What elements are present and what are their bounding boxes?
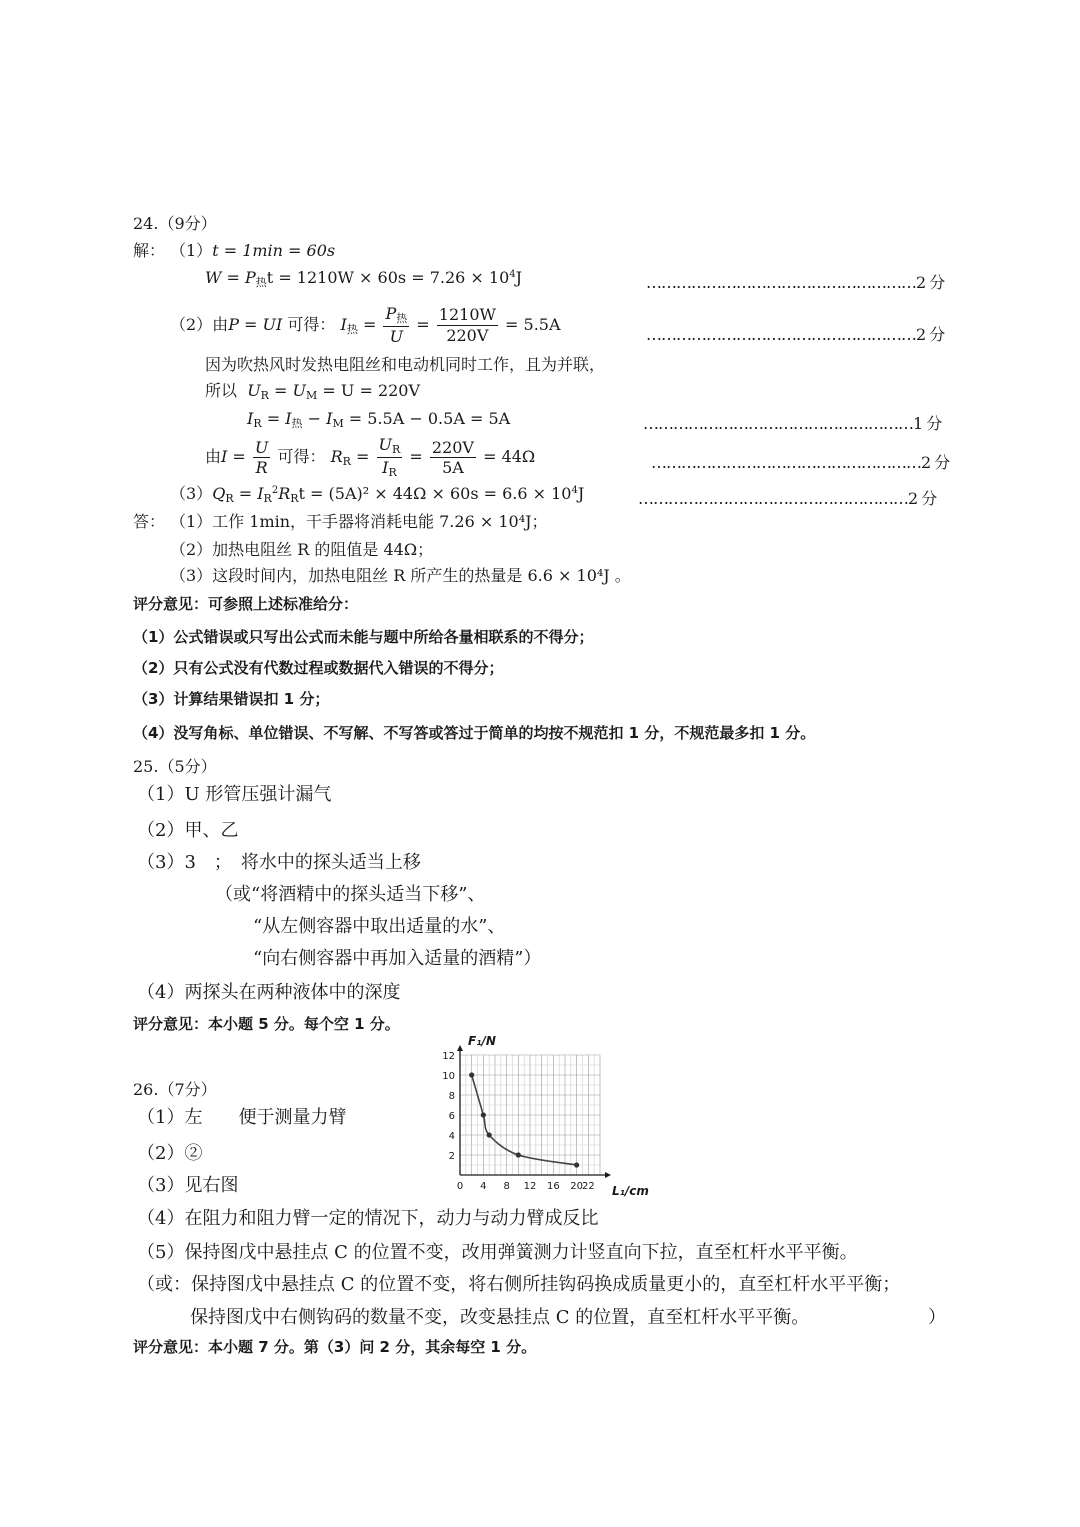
q25-answer-3: （3）3 ； 将水中的探头适当上移 <box>137 852 421 873</box>
x-tick-label: 0 <box>456 1181 464 1192</box>
x-tick-label: 22 <box>581 1181 595 1192</box>
y-tick-label: 4 <box>448 1131 455 1142</box>
x-tick-label: 8 <box>503 1181 510 1192</box>
x-tick-label: 20 <box>570 1181 584 1192</box>
q26-header: 26.（7分） <box>133 1080 217 1099</box>
q26-answer-5-alt-2: 保持图戊中右侧钩码的数量不变，改变悬挂点 C 的位置，直至杠杆水平平衡。 <box>190 1307 810 1328</box>
q25-header: 25.（5分） <box>133 757 217 776</box>
q24-p3: $(3)Q_R = I_R^2R_Rt = (5A)^2 \times 44\Omega \times 60s = 6.6 \times 10^4J$ <box>170 484 585 505</box>
q26-answer-2: （2）② <box>137 1143 203 1164</box>
x-tick-label: 4 <box>480 1181 487 1192</box>
q24-answer-3: （3）这段时间内，加热电阻丝 R 所产生的热量是 6.6 × 10⁴J 。 <box>170 566 631 585</box>
q24-score-1: ………………………………………………2 分 <box>646 273 945 292</box>
q24-grading-2: （2）只有公式没有代数过程或数据代入错误的不得分； <box>133 659 504 677</box>
q25-answer-4: （4）两探头在两种液体中的深度 <box>137 982 401 1003</box>
q24-score-3: ………………………………………………1 分 <box>643 414 942 433</box>
q24-grading-title: 评分意见：可参照上述标准给分： <box>133 595 359 613</box>
q26-grading: 评分意见：本小题 7 分。第（3）问 2 分，其余每空 1 分。 <box>133 1338 537 1356</box>
x-tick-label: 12 <box>523 1181 537 1192</box>
q26-answer-5-close: ） <box>928 1307 946 1328</box>
q24-score-2: ………………………………………………2 分 <box>646 325 945 344</box>
q24-p1-t: （1）t = 1min = 60s <box>170 241 336 260</box>
y-tick-label: 2 <box>448 1151 455 1162</box>
q24-p1-w: $W = P_热t = 1210W \times 60s = 7.26 \times 10^4J$ <box>205 268 523 289</box>
q24-jie: 解： <box>133 241 166 260</box>
y-axis-arrow <box>457 1045 463 1051</box>
data-point <box>516 1152 521 1157</box>
q24-p2-current: （2）由P = UI 可得： $I_热$ = $\frac{P_热}{U}$ = $\frac{1210W}{220V}$ = 5.5A <box>170 304 561 347</box>
q24-p2-line3: 所以 $U_R = U_M = U = 220V$ <box>205 381 421 402</box>
data-point <box>469 1072 474 1077</box>
x-axis-arrow <box>605 1172 611 1178</box>
q26-answer-4: （4）在阻力和阻力臂一定的情况下，动力与动力臂成反比 <box>137 1208 599 1229</box>
chart-y-label: F₁/N <box>468 1034 496 1048</box>
y-tick-label: 8 <box>448 1091 455 1102</box>
q24-score-4: ………………………………………………2 分 <box>651 453 950 472</box>
q24-answer-2: （2）加热电阻丝 R 的阻值是 44Ω； <box>170 540 434 559</box>
chart-x-label: L₁/cm <box>612 1184 649 1198</box>
q26-answer-1: （1）左 便于测量力臂 <box>137 1107 347 1128</box>
q26-answer-5: （5）保持图戊中悬挂点 C 的位置不变，改用弹簧测力计竖直向下拉，直至杠杆水平平衡。 <box>137 1242 858 1263</box>
y-tick-label: 10 <box>442 1071 455 1082</box>
q24-p2-line5: 由I = $\frac{U}{R}$ 可得： $R_R$ = $\frac{U_R}{I_R}$ = $\frac{220V}{5A}$ = 44Ω <box>205 435 536 480</box>
q26-answer-5-alt-1: （或：保持图戊中悬挂点 C 的位置不变，将右侧所挂钩码换成质量更小的，直至杠杆水平平衡； <box>137 1274 901 1295</box>
q26-answer-3: （3）见右图 <box>137 1175 239 1196</box>
q24-da: 答： <box>133 512 166 531</box>
q24-grading-4: （4）没写角标、单位错误、不写解、不写答或答过于简单的均按不规范扣 1 分，不规范最多扣 1 分。 <box>133 724 816 742</box>
q25-answer-3-alt-1: （或“将酒精中的探头适当下移”、 <box>215 884 486 905</box>
data-point <box>574 1162 579 1167</box>
q25-answer-3-alt-3: “向右侧容器中再加入适量的酒精”） <box>253 948 542 969</box>
q25-answer-3-alt-2: “从左侧容器中取出适量的水”、 <box>253 916 506 937</box>
q24-answer-1: （1）工作 1min，干手器将消耗电能 7.26 × 10⁴J； <box>170 512 548 531</box>
q25-answer-1: （1）U 形管压强计漏气 <box>137 784 332 805</box>
q24-p2-line2: 因为吹热风时发热电阻丝和电动机同时工作，且为并联， <box>205 355 606 374</box>
q24-grading-1: （1）公式错误或只写出公式而未能与题中所给各量相联系的不得分； <box>133 628 594 646</box>
q24-p2-line4: $I_R = I_热 - I_M = 5.5A - 0.5A = 5A$ <box>247 409 511 430</box>
q25-answer-2: （2）甲、乙 <box>137 820 239 841</box>
data-point <box>481 1112 486 1117</box>
y-tick-label: 6 <box>448 1111 455 1122</box>
x-tick-label: 16 <box>546 1181 560 1192</box>
q24-header: 24.（9分） <box>133 214 217 233</box>
f1-l1-chart <box>430 1030 670 1205</box>
q25-grading: 评分意见：本小题 5 分。每个空 1 分。 <box>133 1015 400 1033</box>
y-tick-label: 12 <box>442 1051 455 1062</box>
data-point <box>487 1132 492 1137</box>
q24-score-5: ………………………………………………2 分 <box>638 489 937 508</box>
q24-grading-3: （3）计算结果错误扣 1 分； <box>133 690 330 708</box>
